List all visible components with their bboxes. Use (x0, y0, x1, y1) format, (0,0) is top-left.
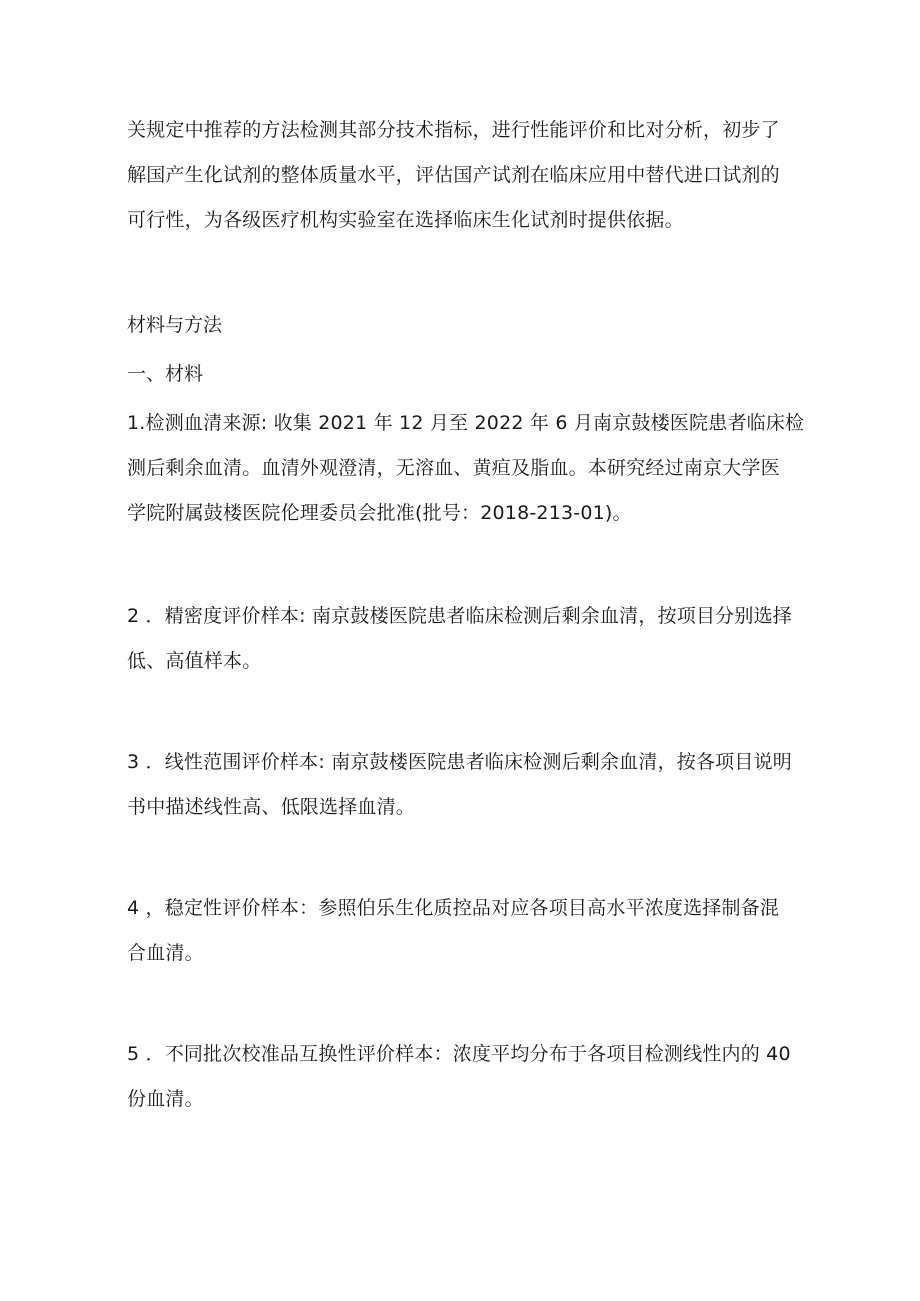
intro-line: 关规定中推荐的方法检测其部分技术指标，进行性能评价和比对分析，初步了 (127, 119, 780, 141)
item-line: 低、高值样本。 (127, 650, 262, 672)
item-line: 2 ．精密度评价样本: 南京鼓楼医院患者临床检测后剩余血清，按项目分别选择 (127, 605, 792, 627)
material-item-3 (127, 740, 817, 830)
material-item-4 (127, 886, 817, 976)
item-line: 1.检测血清来源: 收集 2021 年 12 月至 2022 年 6 月南京鼓楼医院患者临床检 (127, 412, 805, 434)
material-item-5 (127, 1032, 817, 1122)
item-line: 份血清。 (127, 1088, 204, 1110)
item-line: 书中描述线性高、低限选择血清。 (127, 796, 416, 818)
material-item-2 (127, 594, 817, 684)
intro-line: 解国产生化试剂的整体质量水平，评估国产试剂在临床应用中替代进口试剂的 (127, 164, 780, 186)
item-line: 学院附属鼓楼医院伦理委员会批准(批号：2018-213-01)。 (127, 502, 632, 524)
section-title: 材料与方法 (127, 314, 223, 336)
item-line: 测后剩余血清。血清外观澄清，无溶血、黄疸及脂血。本研究经过南京大学医 (127, 457, 780, 479)
item-line: 5 ．不同批次校准品互换性评价样本：浓度平均分布于各项目检测线性内的 40 (127, 1043, 791, 1065)
intro-line: 可行性，为各级医疗机构实验室在选择临床生化试剂时提供依据。 (127, 209, 684, 231)
item-line: 合血清。 (127, 942, 204, 964)
intro-paragraph (127, 108, 817, 243)
subsection-title: 一、材料 (127, 363, 204, 385)
item-line: 4 ，稳定性评价样本：参照伯乐生化质控品对应各项目高水平浓度选择制备混 (127, 897, 780, 919)
material-item-1 (127, 401, 817, 536)
item-line: 3 ．线性范围评价样本: 南京鼓楼医院患者临床检测后剩余血清，按各项目说明 (127, 751, 792, 773)
